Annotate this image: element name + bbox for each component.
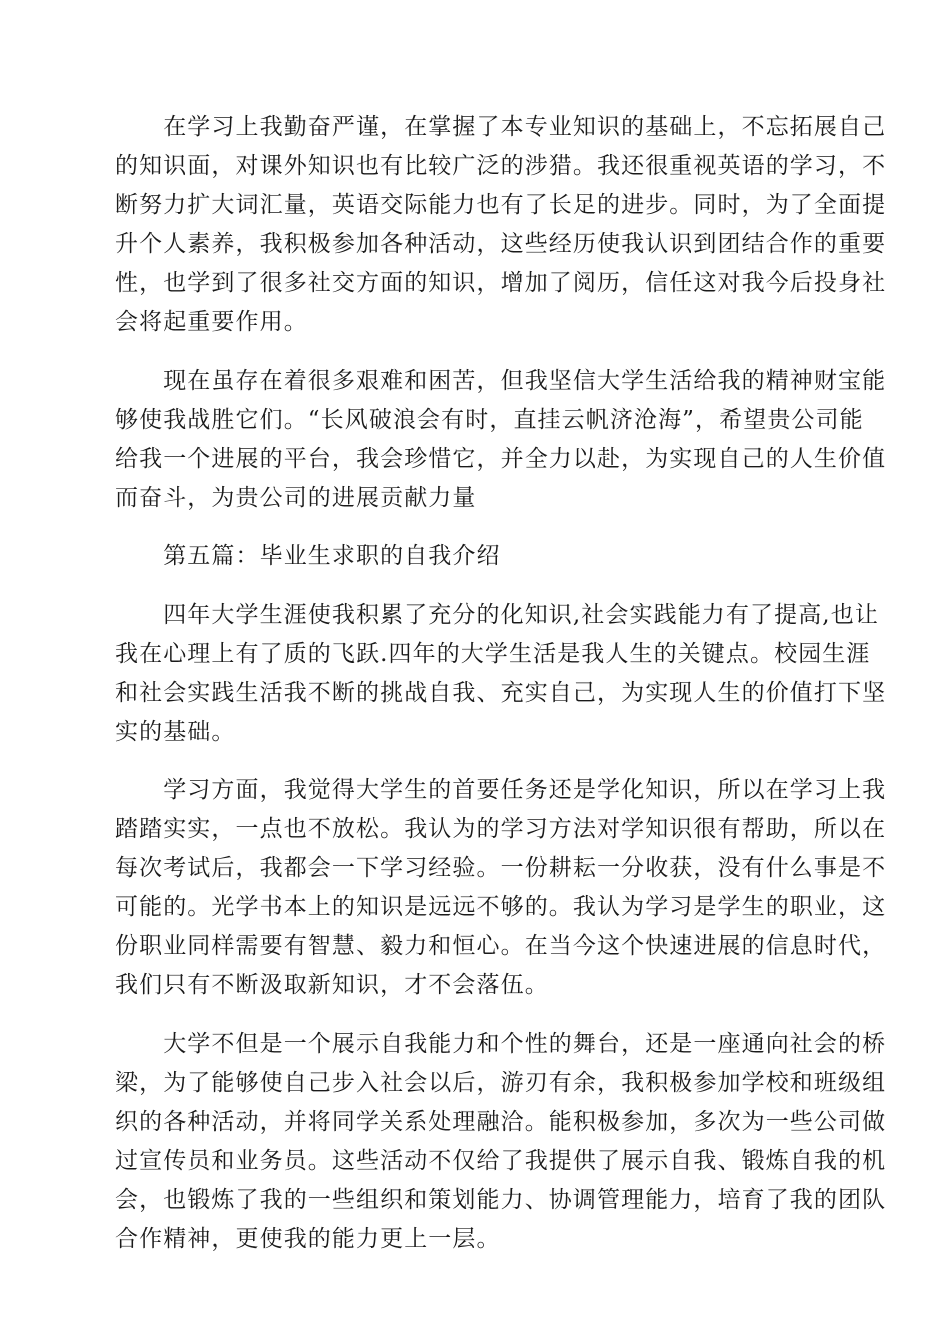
text-line: 踏踏实实，一点也不放松。我认为的学习方法对学知识很有帮助，所以在 [115,816,887,842]
text-line: 过宣传员和业务员。这些活动不仅给了我提供了展示自我、锻炼自我的机 [115,1147,887,1174]
text-line: 可能的。光学书本上的知识是远远不够的。我认为学习是学生的职业，这 [115,894,887,920]
section-title: 第五篇：毕业生求职的自我介绍 [115,543,501,569]
document-page [115,108,887,1278]
text-line: 每次考试后，我都会一下学习经验。一份耕耘一分收获，没有什么事是不 [115,855,887,881]
text-line: 实的基础。 [115,718,236,745]
text-line: 的知识面，对课外知识也有比较广泛的涉猎。我还很重视英语的学习，不 [115,153,887,179]
paragraph-hardship [115,362,887,518]
text-line: 现在虽存在着很多艰难和困苦，但我坚信大学生活给我的精神财宝能 [115,367,887,394]
paragraph-learning [115,771,887,1005]
text-line: 合作精神，更使我的能力更上一层。 [115,1225,501,1252]
text-line: 大学不但是一个展示自我能力和个性的舞台，还是一座通向社会的桥 [115,1030,887,1057]
text-line: 织的各种活动，并将同学关系处理融洽。能积极参加，多次为一些公司做 [115,1108,887,1135]
text-line: 和社会实践生活我不断的挑战自我、充实自己，为实现人生的价值打下坚 [115,679,887,706]
text-line: 梁，为了能够使自己步入社会以后，游刃有余，我积极参加学校和班级组 [115,1069,887,1096]
text-line: 份职业同样需要有智慧、毅力和恒心。在当今这个快速进展的信息时代， [115,933,887,959]
text-line: 会，也锻炼了我的一些组织和策划能力、协调管理能力，培育了我的团队 [115,1186,887,1213]
text-line: 性，也学到了很多社交方面的知识，增加了阅历，信任这对我今后投身社 [115,270,887,296]
text-line: 给我一个进展的平台，我会珍惜它，并全力以赴，为实现自己的人生价值 [115,445,887,472]
section-heading [115,537,835,576]
paragraph-study [115,108,887,342]
text-line: 断努力扩大词汇量，英语交际能力也有了长足的进步。同时，为了全面提 [115,192,887,218]
text-line: 会将起重要作用。 [115,309,308,335]
text-line: 我们只有不断汲取新知识，才不会落伍。 [115,972,549,998]
text-line: 而奋斗，为贵公司的进展贡献力量 [115,484,477,511]
text-line: 够使我战胜它们。“长风破浪会有时，直挂云帆济沧海”，希望贵公司能 [115,406,864,433]
text-line: 在学习上我勤奋严谨，在掌握了本专业知识的基础上，不忘拓展自己 [115,114,887,140]
text-line: 四年大学生涯使我积累了充分的化知识,社会实践能力有了提高,也让 [115,601,879,628]
text-line: 学习方面，我觉得大学生的首要任务还是学化知识，所以在学习上我 [115,777,887,803]
paragraph-activities [115,1025,887,1259]
text-line: 升个人素养，我积极参加各种活动，这些经历使我认识到团结合作的重要 [115,231,887,257]
paragraph-university-years [115,596,887,752]
text-line: 我在心理上有了质的飞跃.四年的大学生活是我人生的关键点。校园生涯 [115,640,871,667]
